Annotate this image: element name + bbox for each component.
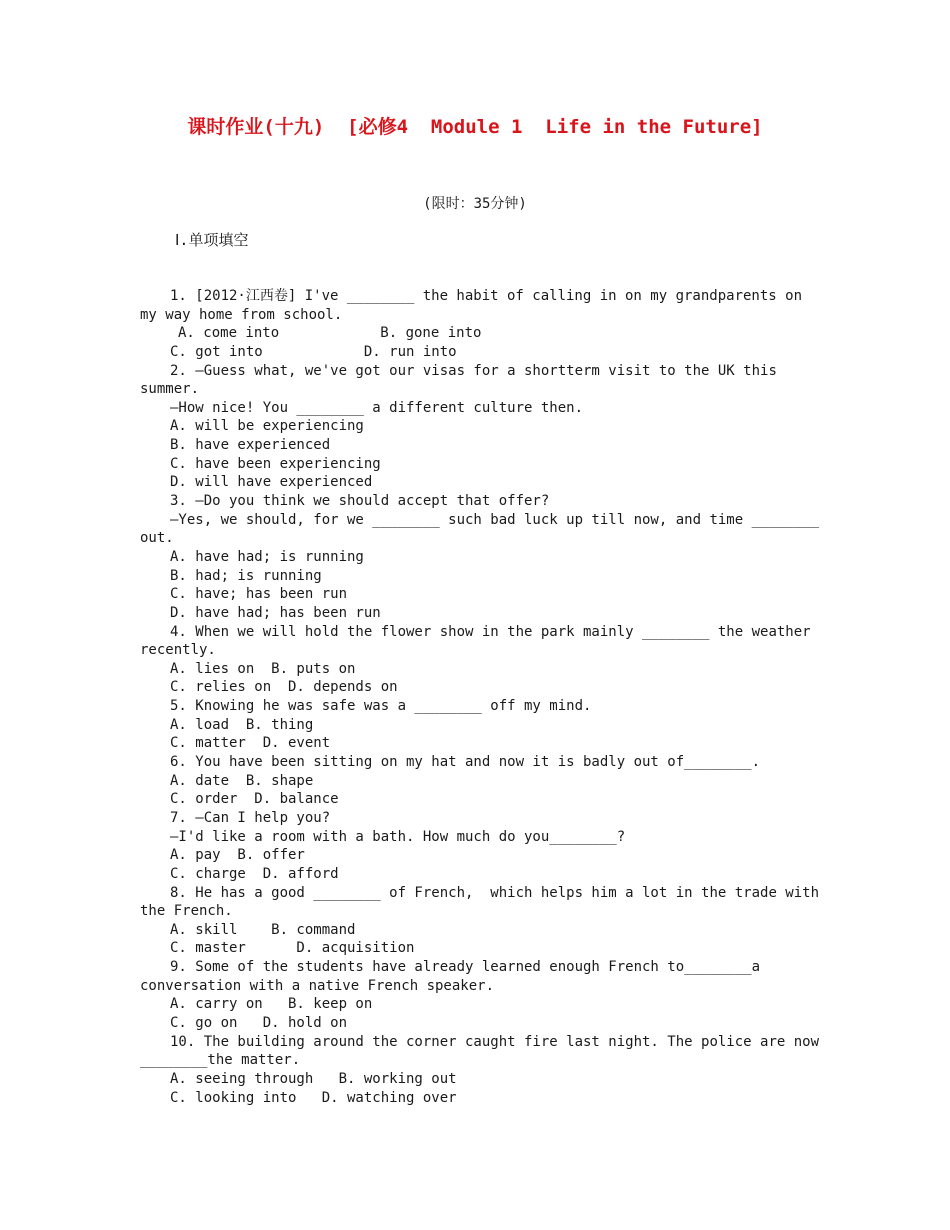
question-line: D. have had; has been run xyxy=(170,604,381,621)
question-line: C. charge D. afford xyxy=(170,865,339,882)
question-line: A. seeing through B. working out xyxy=(170,1070,457,1087)
question-line: 3. —Do you think we should accept that offer? xyxy=(170,493,550,510)
question-line: 6. You have been sitting on my hat and now it is badly out of________. xyxy=(170,754,761,771)
question-line: A. skill B. command xyxy=(170,921,356,938)
question-line: C. go on D. hold on xyxy=(170,1014,348,1031)
question-line: the French. xyxy=(140,903,233,920)
question-line: A. pay B. offer xyxy=(170,847,305,864)
question-line: C. relies on D. depends on xyxy=(170,679,398,696)
page-title: 课时作业(十九) [必修4 Module 1 Life in the Future] xyxy=(187,116,763,138)
question-line: D. will have experienced xyxy=(170,474,373,491)
question-line: A. date B. shape xyxy=(170,772,314,789)
question-line: summer. xyxy=(140,381,200,398)
section-heading: Ⅰ.单项填空 xyxy=(175,231,249,249)
question-line: B. had; is running xyxy=(170,567,322,584)
time-limit: (限时：35分钟) xyxy=(423,196,527,212)
question-line: A. load B. thing xyxy=(170,716,314,733)
question-line: recently. xyxy=(140,642,216,659)
question-line: ________the matter. xyxy=(140,1052,301,1069)
question-line: out. xyxy=(140,530,174,547)
question-line: —Yes, we should, for we ________ such bad luck up till now, and time ________ xyxy=(170,511,820,528)
question-line: 2. —Guess what, we've got our visas for a shortterm visit to the UK this xyxy=(170,362,777,379)
question-line: A. will be experiencing xyxy=(170,418,364,435)
question-line: A. have had; is running xyxy=(170,548,364,565)
question-list xyxy=(140,287,820,1107)
question-line: my way home from school. xyxy=(140,306,343,323)
question-line: 1. [2012·江西卷] I've ________ the habit of calling in on my grandparents on xyxy=(170,288,803,304)
question-line: C. matter D. event xyxy=(170,735,331,752)
question-line: 7. —Can I help you? xyxy=(170,809,331,826)
question-line: 4. When we will hold the flower show in the park mainly ________ the weather xyxy=(170,623,811,640)
question-line: 9. Some of the students have already learned enough French to________a xyxy=(170,959,761,976)
question-line: C. looking into D. watching over xyxy=(170,1089,457,1106)
question-line: B. have experienced xyxy=(170,437,331,454)
question-line: C. order D. balance xyxy=(170,791,339,808)
question-line: C. got into D. run into xyxy=(170,343,457,360)
question-line: C. have; has been run xyxy=(170,586,348,603)
question-line: —How nice! You ________ a different culture then. xyxy=(170,399,584,416)
question-line: 10. The building around the corner caught fire last night. The police are now xyxy=(170,1033,820,1050)
question-line: A. lies on B. puts on xyxy=(170,660,356,677)
question-line: A. come into B. gone into xyxy=(178,325,482,342)
question-line: C. master D. acquisition xyxy=(170,940,415,957)
question-line: —I'd like a room with a bath. How much do you________? xyxy=(170,828,626,845)
question-line: A. carry on B. keep on xyxy=(170,996,373,1013)
question-line: 8. He has a good ________ of French, which helps him a lot in the trade with xyxy=(170,884,820,901)
question-line: C. have been experiencing xyxy=(170,455,381,472)
question-line: 5. Knowing he was safe was a ________ off my mind. xyxy=(170,698,592,715)
question-line: conversation with a native French speaker. xyxy=(140,977,495,994)
